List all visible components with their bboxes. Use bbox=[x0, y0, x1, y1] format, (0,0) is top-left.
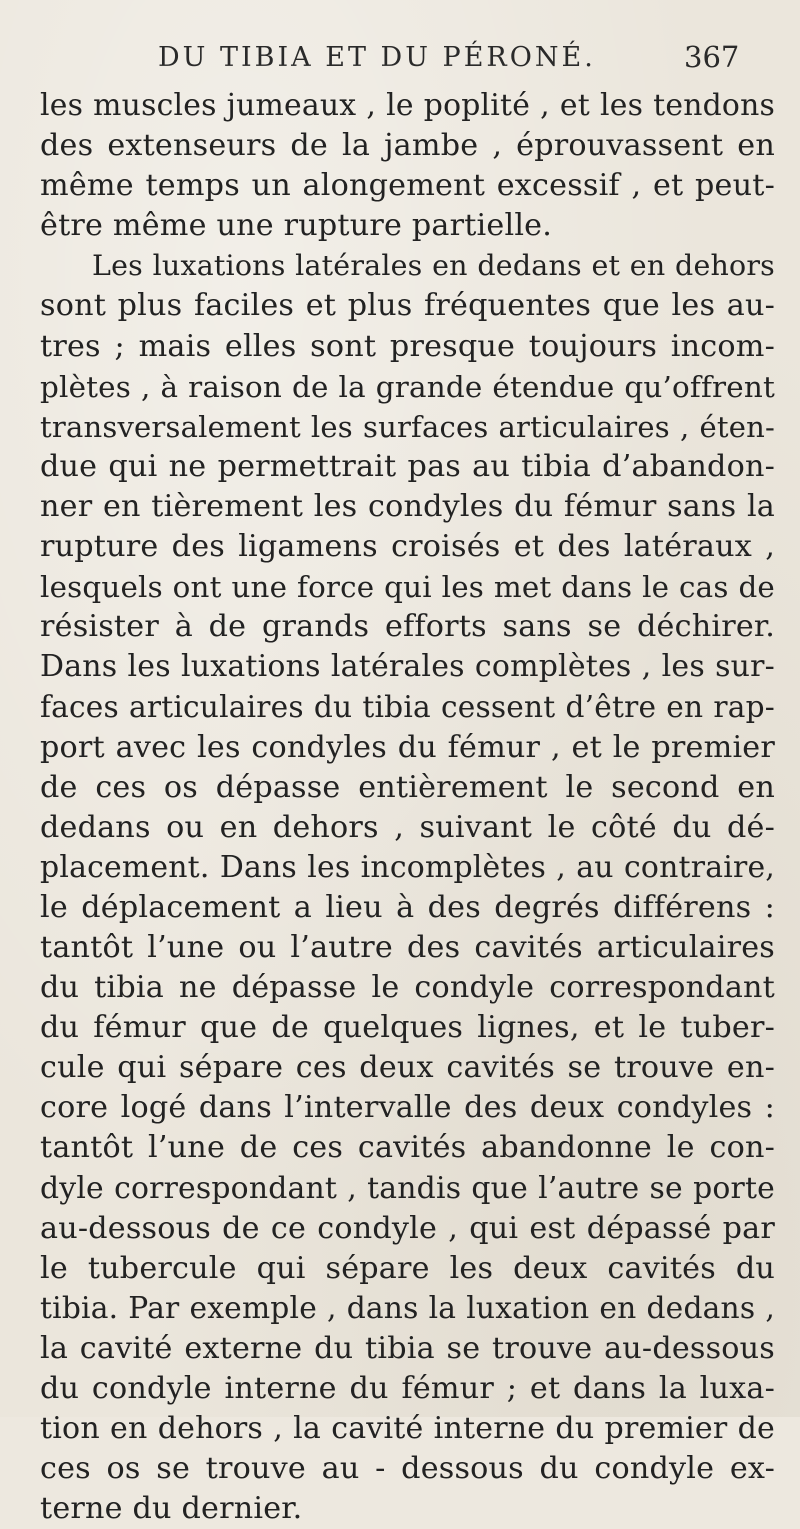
text-line: dedans ou en dehors , suivant le côté du dé- bbox=[40, 809, 775, 845]
text-line: du fémur que de quelques lignes, et le tuber- bbox=[40, 1010, 775, 1046]
text-line: faces articulaires du tibia cessent d’être en rap- bbox=[40, 690, 775, 725]
text-line: du condyle interne du fémur ; et dans la luxa- bbox=[40, 1371, 775, 1406]
text-line: due qui ne permettrait pas au tibia d’abandon- bbox=[40, 448, 775, 484]
text-line: même temps un alongement excessif , et peut- bbox=[40, 168, 775, 204]
body-text bbox=[40, 86, 775, 1529]
text-line: sont plus faciles et plus fréquentes que les au- bbox=[40, 288, 775, 324]
text-line: résister à de grands efforts sans se déchirer. bbox=[40, 609, 775, 645]
text-line: tion en dehors , la cavité interne du premier de bbox=[40, 1411, 775, 1447]
text-line: Les luxations latérales en dedans et en dehors bbox=[92, 249, 775, 283]
running-title: DU TIBIA ET DU PÉRONÉ. bbox=[158, 42, 596, 73]
text-line: port avec les condyles du fémur , et le premier bbox=[40, 729, 775, 765]
page-header bbox=[0, 36, 800, 86]
text-line: au-dessous de ce condyle , qui est dépassé par bbox=[40, 1210, 775, 1246]
text-line: du tibia ne dépasse le condyle correspondant bbox=[40, 970, 775, 1006]
text-line: transversalement les surfaces articulaires , éten- bbox=[40, 409, 775, 444]
text-line: lesquels ont une force qui les met dans le cas de bbox=[40, 570, 775, 605]
text-line: le déplacement a lieu à des degrés différens : bbox=[40, 889, 775, 925]
text-line: placement. Dans les incomplètes , au contraire, bbox=[40, 849, 775, 885]
text-line: tibia. Par exemple , dans la luxation en dedans , bbox=[40, 1290, 775, 1326]
text-line: des extenseurs de la jambe , éprouvassent en bbox=[40, 128, 775, 164]
text-line: tantôt l’une de ces cavités abandonne le con- bbox=[40, 1130, 775, 1166]
text-line: tantôt l’une ou l’autre des cavités articulaires bbox=[40, 929, 775, 965]
text-line: ner en tièrement les condyles du fémur sans la bbox=[40, 488, 775, 524]
text-line: terne du dernier. bbox=[40, 1491, 303, 1527]
text-line: plètes , à raison de la grande étendue qu’offrent bbox=[40, 369, 775, 404]
text-line: Dans les luxations latérales complètes , les sur- bbox=[40, 649, 775, 685]
text-line: dyle correspondant , tandis que l’autre se porte bbox=[40, 1170, 775, 1206]
text-line: les muscles jumeaux , le poplité , et les tendons bbox=[40, 88, 775, 123]
page-number: 367 bbox=[684, 40, 740, 74]
text-line: le tubercule qui sépare les deux cavités du bbox=[40, 1250, 775, 1286]
text-line: de ces os dépasse entièrement le second en bbox=[40, 769, 775, 805]
text-line: être même une rupture partielle. bbox=[40, 208, 553, 244]
text-line: tres ; mais elles sont presque toujours incom- bbox=[40, 328, 775, 364]
text-line: core logé dans l’intervalle des deux condyles : bbox=[40, 1090, 775, 1126]
text-line: la cavité externe du tibia se trouve au-dessous bbox=[40, 1330, 775, 1366]
text-line: rupture des ligamens croisés et des latéraux , bbox=[40, 529, 775, 565]
text-line: cule qui sépare ces deux cavités se trouve en- bbox=[40, 1050, 775, 1086]
text-line: ces os se trouve au - dessous du condyle ex- bbox=[40, 1451, 775, 1487]
